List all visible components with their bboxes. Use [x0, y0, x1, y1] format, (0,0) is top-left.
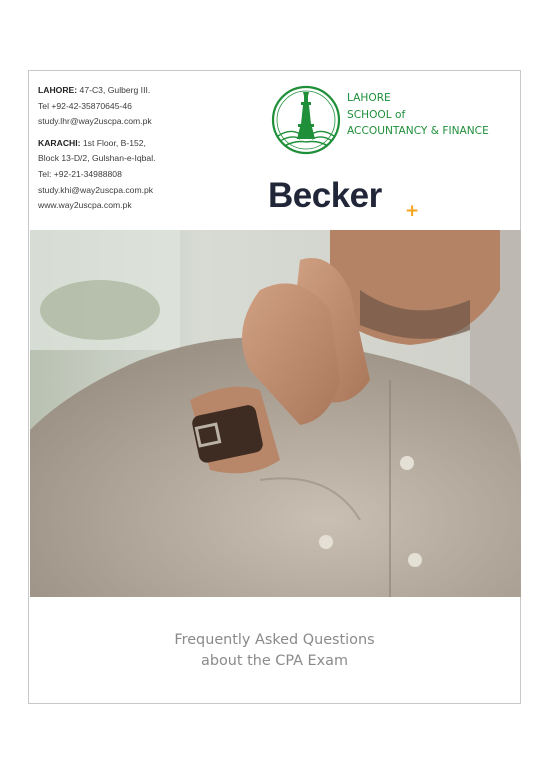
karachi-tel: Tel: +92-21-34988808	[38, 168, 122, 179]
karachi-address-line	[38, 136, 156, 152]
karachi-address: 1st Floor, B-152,	[80, 137, 146, 148]
school-name-line-1: LAHORE	[347, 92, 391, 104]
title-line-1: Frequently Asked Questions	[174, 632, 375, 648]
becker-wordmark: Becker	[268, 176, 382, 215]
lahore-address: 47-C3, Gulberg III.	[77, 85, 151, 95]
becker-logo	[268, 176, 420, 221]
school-name-line-2: SCHOOL of	[347, 108, 406, 121]
thinking-man-image	[30, 230, 521, 597]
lahore-address-line	[38, 83, 156, 99]
minar-emblem-icon	[270, 84, 342, 156]
lahore-email: study.lhr@way2uscpa.com.pk	[38, 116, 152, 127]
school-logo	[270, 84, 520, 156]
school-name-line-3: ACCOUNTANCY & FINANCE	[347, 125, 489, 138]
karachi-label: KARACHI:	[38, 137, 81, 148]
document-title	[28, 630, 521, 672]
lahore-label: LAHORE:	[38, 85, 78, 95]
website-link[interactable]: www.way2uscpa.com.pk	[38, 200, 132, 211]
karachi-address-2: Block 13-D/2, Gulshan-e-Iqbal.	[38, 153, 156, 164]
hero-photo	[30, 230, 521, 597]
school-name	[347, 90, 489, 140]
contact-info	[38, 83, 156, 214]
karachi-email: study.khi@way2uscpa.com.pk	[38, 184, 154, 195]
lahore-tel: Tel +92-42-35870645-46	[38, 100, 132, 111]
title-line-2: about the CPA Exam	[201, 653, 348, 669]
becker-plus-icon: +	[405, 201, 420, 221]
